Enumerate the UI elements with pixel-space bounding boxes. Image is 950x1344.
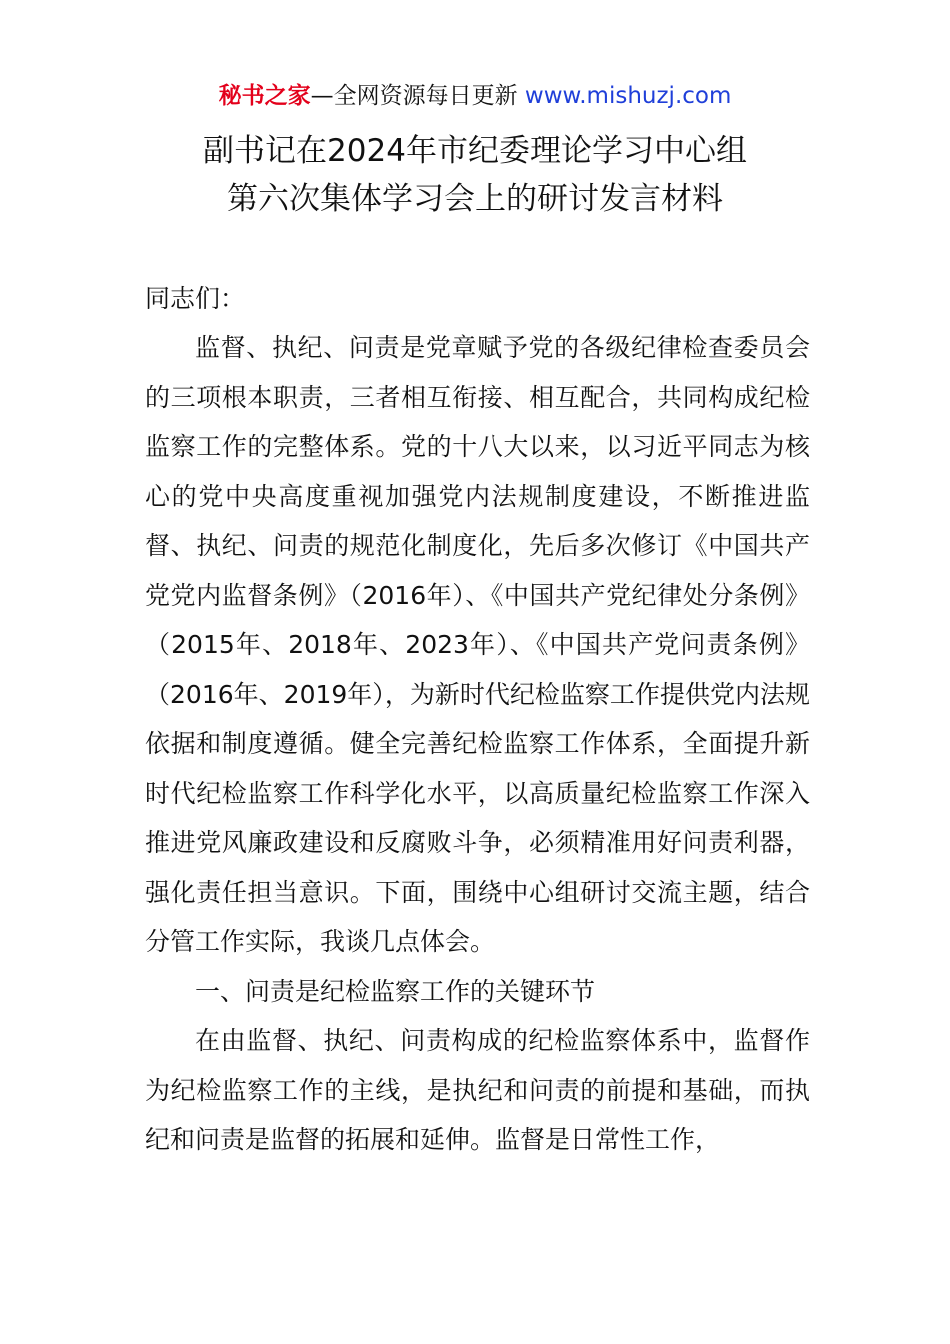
section-heading-1: 一、问责是纪检监察工作的关键环节	[195, 976, 596, 1006]
header-tagline: —全网资源每日更新	[310, 83, 525, 109]
salutation: 同志们：	[145, 284, 246, 313]
brand-name: 秘书之家	[218, 83, 311, 109]
paragraph-intro: 监督、执纪、问责是党章赋予党的各级纪律检查委员会的三项根本职责，三者相互衔接、相互配合，共同构成纪检监察工作的完整体系。党的十八大以来，以习近平同志为核心的党中央高度重视加强党内法规制度建设，不断推进监督、执纪、问责的规范化制度化，先后多次修订《中国共产党党内监督条例》（2016年）、《中国共产党纪律处分条例》（2015年、2018年、2023年）、《中国共产党问责条例》（2016年、2019年），为新时代纪检监察工作提供党内法规依据和制度遵循。健全完善纪检监察工作体系，全面提升新时代纪检监察工作科学化水平，以高质量纪检监察工作深入推进党风廉政建设和反腐败斗争，必须精准用好问责利器，强化责任担当意识。下面，围绕中心组研讨交流主题，结合分管工作实际，我谈几点体会。	[145, 333, 810, 956]
site-url-link[interactable]: www.mishuzj.com	[524, 83, 732, 109]
document-title-line-2: 第六次集体学习会上的研讨发言材料	[227, 181, 723, 217]
paragraph-section-1: 在由监督、执纪、问责构成的纪检监察体系中，监督作为纪检监察工作的主线，是执纪和问责的前提和基础，而执纪和问责是监督的拓展和延伸。监督是日常性工作，	[145, 1026, 810, 1154]
site-header	[0, 80, 950, 112]
document-body	[145, 323, 810, 1165]
document-title-line-1: 副书记在2024年市纪委理论学习中心组	[203, 133, 747, 169]
